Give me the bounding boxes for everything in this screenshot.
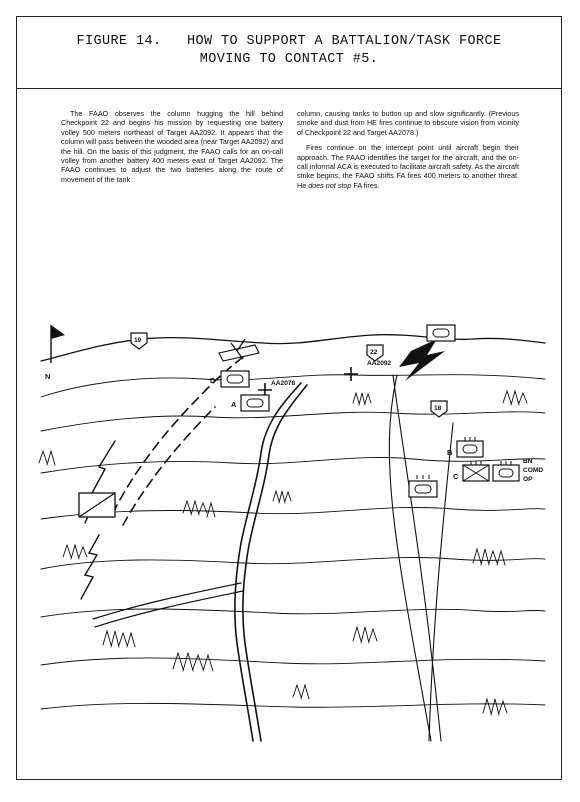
emphasis-text: does not stop (308, 180, 352, 190)
figure-title (27, 33, 551, 69)
road (93, 583, 241, 619)
target-aa2092 (344, 360, 392, 381)
paragraph-text: Fires continue on the intercept point until aircraft begin their approach. The FAAO identifies the target for the aircraft, and the on-call informal ACA is executed to facilitate aircraft safety. As the aircraft strike begins, the FAAO shifts FA fires 400 meters to another threat. He (297, 143, 519, 190)
terrain-line (41, 658, 545, 665)
checkpoint-19-label: 19 (134, 337, 142, 344)
unit-c-label: C (453, 472, 459, 481)
figure-title-line-2: MOVING TO CONTACT #5. (199, 52, 379, 67)
terrain-illustration (33, 313, 547, 743)
checkpoint-19 (131, 333, 147, 349)
target-aa2092-label: AA2092 (367, 360, 392, 367)
north-label: N (45, 372, 51, 381)
north-arrow (45, 325, 65, 381)
document-page (16, 16, 562, 780)
unit-center (409, 475, 437, 497)
bn-label-line-1: BN (523, 458, 533, 465)
faao-aircraft-symbol (79, 493, 115, 517)
tree-cluster (39, 391, 527, 715)
road (235, 383, 301, 741)
unit-d-label: D (210, 376, 216, 385)
bn-label-line-3: OP (523, 476, 533, 483)
unit-c (453, 461, 489, 481)
paragraph-text: FA fires. (351, 180, 380, 190)
unit-a (231, 395, 269, 411)
unit-b (447, 437, 483, 457)
terrain-line (41, 609, 545, 617)
bn-label-line-2: COMD (523, 467, 544, 474)
checkpoint-18 (431, 401, 447, 417)
checkpoint-18-label: 18 (434, 405, 442, 412)
horizon-ridge (41, 335, 545, 361)
unit-d (210, 371, 249, 387)
aca-line (429, 423, 453, 741)
text-column-left (61, 109, 283, 196)
figure-title-line-1: FIGURE 14. HOW TO SUPPORT A BATTALION/TASK FORCE (76, 34, 502, 49)
target-aa2078-label: AA2078 (271, 380, 296, 387)
terrain-line (41, 412, 545, 431)
unit-a-label: A (231, 400, 237, 409)
paragraph (297, 143, 519, 190)
unit-b-label: B (447, 448, 453, 457)
terrain-line (41, 557, 545, 569)
checkpoint-22-label: 22 (370, 349, 378, 356)
terrain-line (41, 507, 545, 519)
paragraph: column, causing tanks to button up and slow significantly. (Previous smoke and dust from HE fires continue to obscure vision from vicinity of Checkpoint 22 and Target AA2078.) (297, 109, 519, 137)
communication-bolt (81, 535, 99, 599)
checkpoint-22 (367, 345, 383, 361)
body-text (61, 109, 519, 196)
unit-bn-comd-op (493, 458, 543, 483)
enemy-tank-symbol (427, 325, 455, 341)
text-column-right (297, 109, 519, 196)
paragraph: The FAAO observes the column hugging the hill behind Checkpoint 22 and begins his mission by requesting one battery volley 500 meters northeast of Target AA2092. It appears that the column will pass between the wooded area (near Target AA2092) and the hill. On the basis of this judgment, the FAAO calls for an on-call volley from another battery 400 meters east of Target AA2092. The FAAO continues to adjust the two batteries along the route of movement of the tank (61, 109, 283, 184)
terrain-line (41, 703, 545, 709)
title-box (17, 17, 561, 89)
